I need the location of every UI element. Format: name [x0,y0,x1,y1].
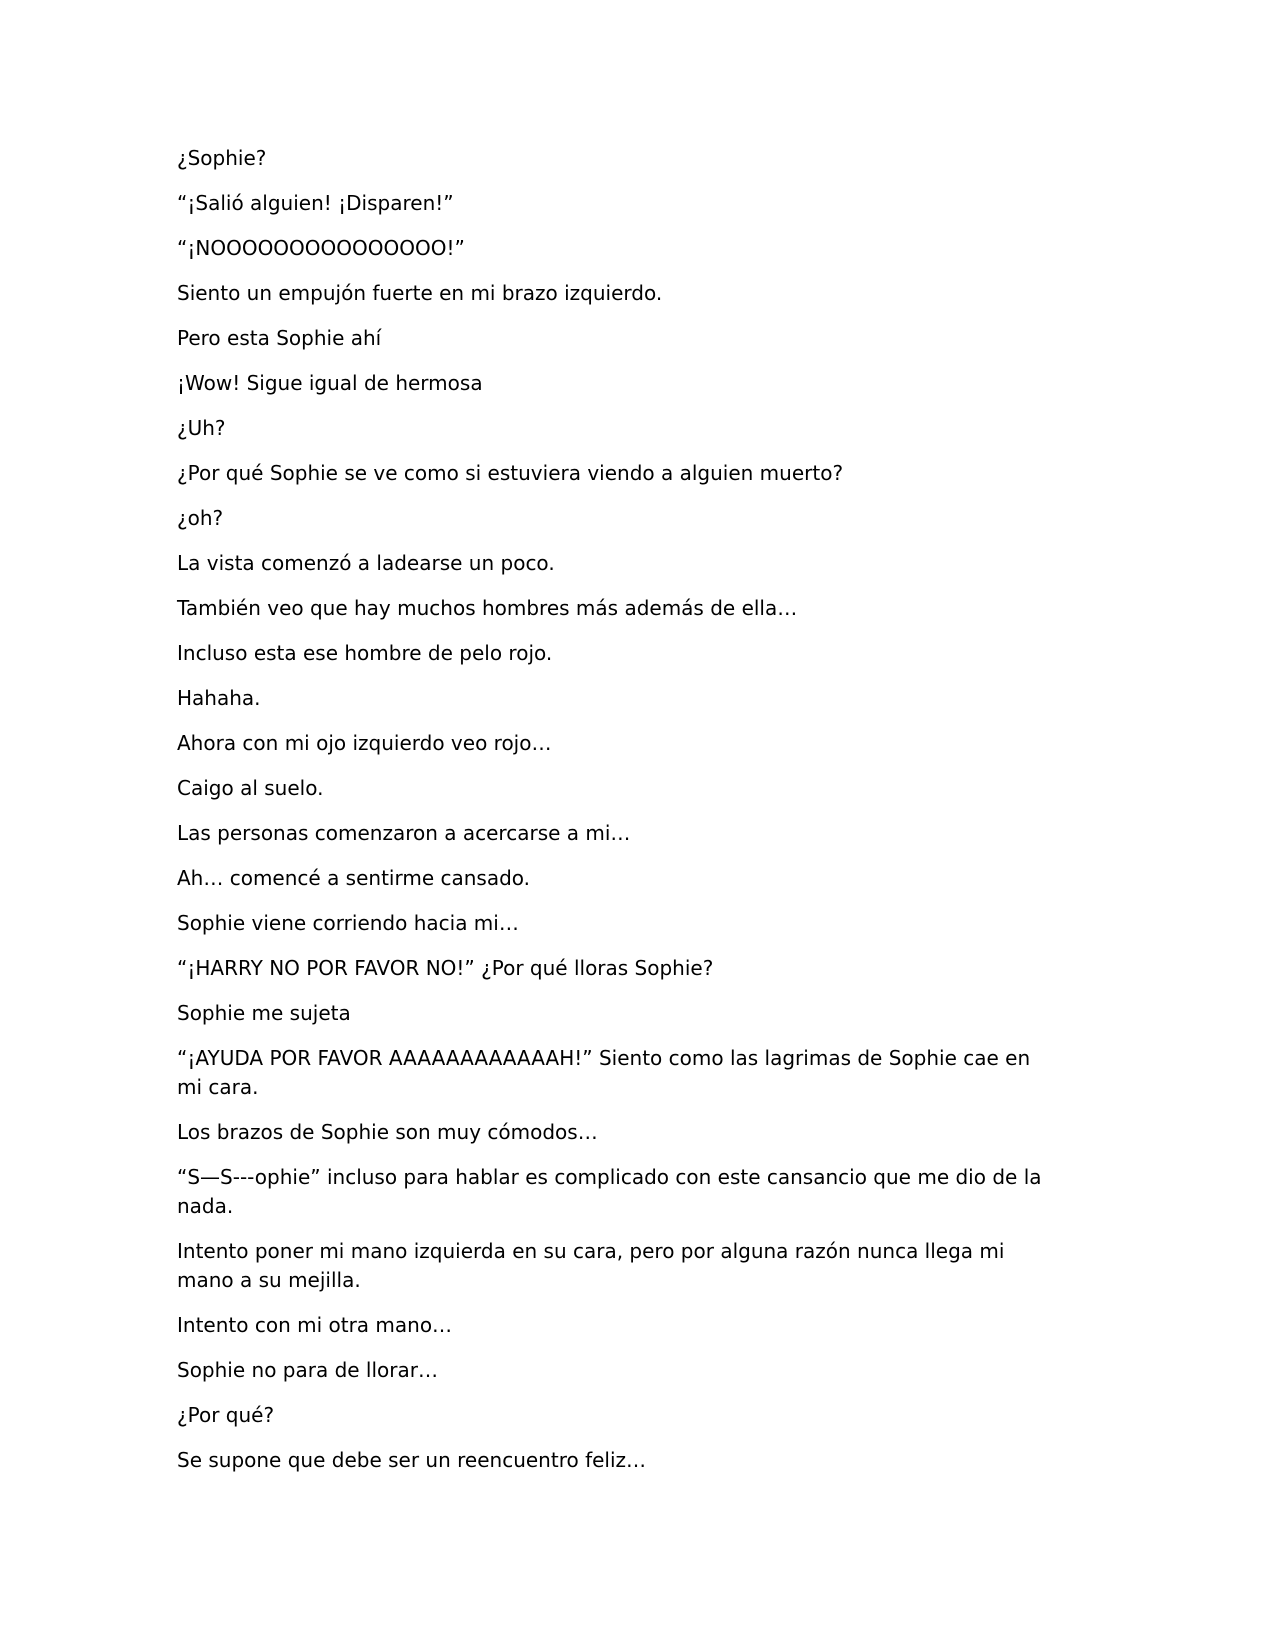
paragraph: ¿oh? [177,506,224,530]
paragraph: Hahaha. [177,686,261,710]
paragraph: La vista comenzó a ladearse un poco. [177,551,555,575]
paragraph: Incluso esta ese hombre de pelo rojo. [177,641,553,665]
paragraph: Pero esta Sophie ahí [177,326,382,350]
paragraph: Ahora con mi ojo izquierdo veo rojo… [177,731,552,755]
paragraph: ¿Uh? [177,416,226,440]
paragraph: “¡HARRY NO POR FAVOR NO!” ¿Por qué lloras Sophie? [177,956,714,980]
paragraph: Ah… comencé a sentirme cansado. [177,866,531,890]
paragraph: Las personas comenzaron a acercarse a mi… [177,821,631,845]
paragraph: También veo que hay muchos hombres más además de ella… [177,596,798,620]
paragraph: Los brazos de Sophie son muy cómodos… [177,1120,598,1144]
paragraph: ¡Wow! Sigue igual de hermosa [177,371,483,395]
paragraph: ¿Por qué? [177,1403,275,1427]
paragraph: ¿Sophie? [177,146,267,170]
paragraph: “S—S---ophie” incluso para hablar es complicado con este cansancio que me dio de la nada. [177,1165,1042,1218]
paragraph: ¿Por qué Sophie se ve como si estuviera viendo a alguien muerto? [177,461,844,485]
paragraph: “¡Salió alguien! ¡Disparen!” [177,191,454,215]
paragraph: Sophie viene corriendo hacia mi… [177,911,519,935]
document-body [177,144,1057,1491]
paragraph: Intento con mi otra mano… [177,1313,453,1337]
paragraph: “¡NOOOOOOOOOOOOOOO!” [177,236,465,260]
paragraph: Sophie me sujeta [177,1001,351,1025]
paragraph: Sophie no para de llorar… [177,1358,438,1382]
paragraph: “¡AYUDA POR FAVOR AAAAAAAAAAAAH!” Siento como las lagrimas de Sophie cae en mi cara. [177,1046,1031,1099]
paragraph: Siento un empujón fuerte en mi brazo izquierdo. [177,281,663,305]
paragraph: Se supone que debe ser un reencuentro feliz… [177,1448,647,1472]
paragraph: Intento poner mi mano izquierda en su cara, pero por alguna razón nunca llega mi mano a su mejilla. [177,1239,1005,1292]
paragraph: Caigo al suelo. [177,776,324,800]
